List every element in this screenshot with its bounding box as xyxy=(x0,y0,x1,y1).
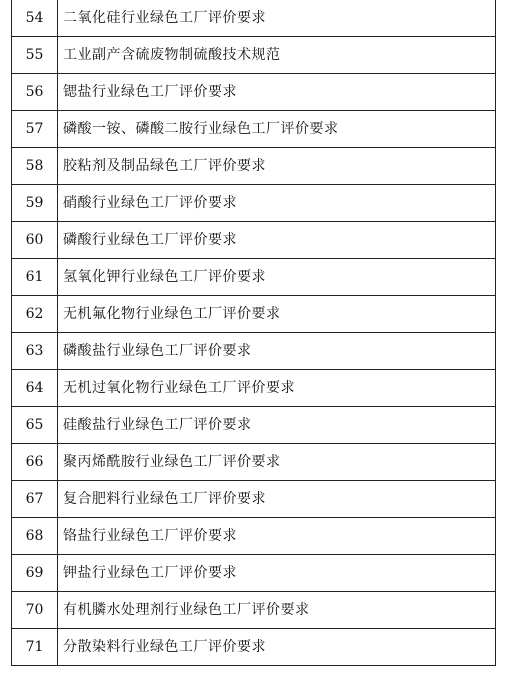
standard-name: 磷酸行业绿色工厂评价要求 xyxy=(58,222,496,259)
table-row xyxy=(12,148,496,185)
table-row xyxy=(12,296,496,333)
row-number: 59 xyxy=(12,185,58,222)
row-number: 69 xyxy=(12,555,58,592)
standard-name: 复合肥料行业绿色工厂评价要求 xyxy=(58,481,496,518)
row-number: 67 xyxy=(12,481,58,518)
table-row xyxy=(12,555,496,592)
table-row xyxy=(12,407,496,444)
standard-name: 胶粘剂及制品绿色工厂评价要求 xyxy=(58,148,496,185)
standard-name: 聚丙烯酰胺行业绿色工厂评价要求 xyxy=(58,444,496,481)
table-row xyxy=(12,111,496,148)
row-number: 68 xyxy=(12,518,58,555)
row-number: 64 xyxy=(12,370,58,407)
standard-name: 氢氧化钾行业绿色工厂评价要求 xyxy=(58,259,496,296)
standard-name: 二氧化硅行业绿色工厂评价要求 xyxy=(58,0,496,37)
table-row xyxy=(12,259,496,296)
table-row xyxy=(12,370,496,407)
table-row xyxy=(12,185,496,222)
standard-name: 工业副产含硫废物制硫酸技术规范 xyxy=(58,37,496,74)
table-row xyxy=(12,333,496,370)
table-row xyxy=(12,481,496,518)
row-number: 56 xyxy=(12,74,58,111)
table-row xyxy=(12,74,496,111)
standard-name: 硅酸盐行业绿色工厂评价要求 xyxy=(58,407,496,444)
table-row xyxy=(12,592,496,629)
standard-name: 无机过氧化物行业绿色工厂评价要求 xyxy=(58,370,496,407)
standard-name: 磷酸盐行业绿色工厂评价要求 xyxy=(58,333,496,370)
row-number: 71 xyxy=(12,629,58,666)
row-number: 61 xyxy=(12,259,58,296)
table-row xyxy=(12,37,496,74)
table-row xyxy=(12,0,496,37)
row-number: 60 xyxy=(12,222,58,259)
table-row xyxy=(12,518,496,555)
row-number: 54 xyxy=(12,0,58,37)
standard-name: 有机膦水处理剂行业绿色工厂评价要求 xyxy=(58,592,496,629)
row-number: 62 xyxy=(12,296,58,333)
table-row xyxy=(12,629,496,666)
standard-name: 锶盐行业绿色工厂评价要求 xyxy=(58,74,496,111)
row-number: 66 xyxy=(12,444,58,481)
row-number: 58 xyxy=(12,148,58,185)
standard-name: 钾盐行业绿色工厂评价要求 xyxy=(58,555,496,592)
standard-name: 磷酸一铵、磷酸二胺行业绿色工厂评价要求 xyxy=(58,111,496,148)
row-number: 65 xyxy=(12,407,58,444)
standard-name: 铬盐行业绿色工厂评价要求 xyxy=(58,518,496,555)
table-row xyxy=(12,222,496,259)
table-row xyxy=(12,444,496,481)
standard-name: 分散染料行业绿色工厂评价要求 xyxy=(58,629,496,666)
standards-table xyxy=(11,0,496,666)
row-number: 70 xyxy=(12,592,58,629)
standard-name: 无机氟化物行业绿色工厂评价要求 xyxy=(58,296,496,333)
standards-table-body xyxy=(12,0,496,666)
standard-name: 硝酸行业绿色工厂评价要求 xyxy=(58,185,496,222)
row-number: 57 xyxy=(12,111,58,148)
row-number: 63 xyxy=(12,333,58,370)
row-number: 55 xyxy=(12,37,58,74)
